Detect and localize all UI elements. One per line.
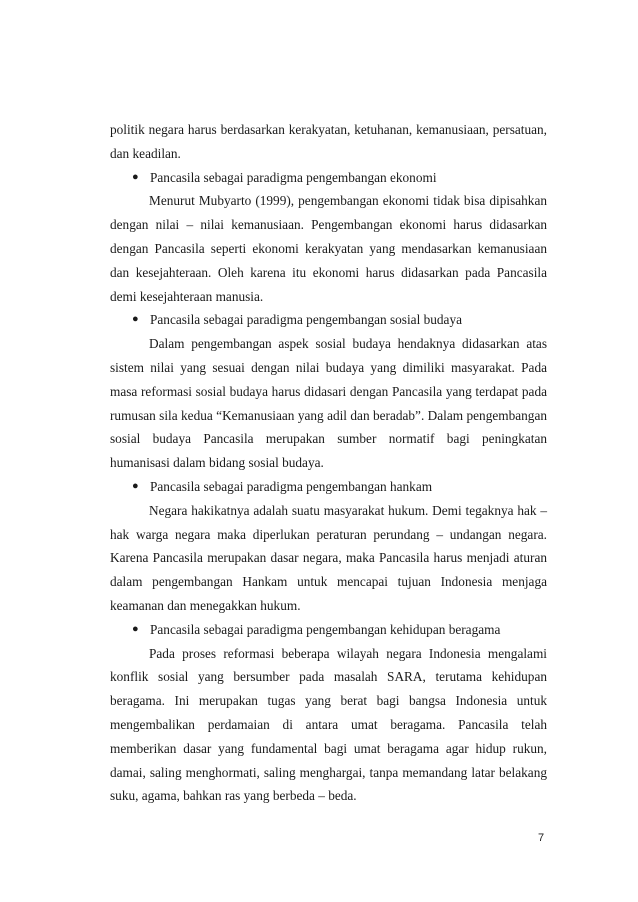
bullet-icon: ● xyxy=(132,622,139,635)
section-heading-kehidupan-beragama xyxy=(110,618,547,642)
bullet-icon: ● xyxy=(132,479,139,492)
section-heading-text: Pancasila sebagai paradigma pengembangan ekonomi xyxy=(150,169,437,185)
section-heading-sosial-budaya xyxy=(110,308,547,332)
section-body-kehidupan-beragama: Pada proses reformasi beberapa wilayah negara Indonesia mengalami konflik sosial yang bersumber pada masalah SARA, terutama kehidupan beragama. Ini merupakan tugas yang berat bagi bangsa Indonesia untuk mengembalikan perdamaian di antara umat beragama. Pancasila telah memberikan dasar yang fundamental bagi umat beragama agar hidup rukun, damai, saling menghormati, saling menghargai, tanpa memandang latar belakang suku, agama, bahkan ras yang berbeda – beda. xyxy=(110,645,547,804)
section-heading-text: Pancasila sebagai paradigma pengembangan sosial budaya xyxy=(150,312,462,328)
section-heading-text: Pancasila sebagai paradigma pengembangan hankam xyxy=(150,478,433,494)
bullet-icon: ● xyxy=(132,170,139,183)
intro-paragraph: politik negara harus berdasarkan kerakyatan, ketuhanan, kemanusiaan, persatuan, dan keadilan. xyxy=(110,122,547,161)
page-number: 7 xyxy=(538,832,545,844)
section-body-sosial-budaya: Dalam pengembangan aspek sosial budaya hendaknya didasarkan atas sistem nilai yang sesuai dengan nilai budaya yang dimiliki masyarakat. Pada masa reformasi sosial budaya harus didasari dengan Pancasila yang terdapat pada rumusan sila kedua “Kemanusiaan yang adil dan beradab”. Dalam pengembangan sosial budaya Pancasila merupakan sumber normatif bagi peningkatan humanisasi dalam bidang sosial budaya. xyxy=(110,336,547,471)
section-heading-text: Pancasila sebagai paradigma pengembangan kehidupan beragama xyxy=(150,621,501,637)
document-body xyxy=(110,118,547,808)
section-heading-ekonomi xyxy=(110,166,547,190)
section-body-hankam: Negara hakikatnya adalah suatu masyarakat hukum. Demi tegaknya hak – hak warga negara maka diperlukan peraturan perundang – undangan negara. Karena Pancasila merupakan dasar negara, maka Pancasila harus menjadi aturan dalam pengembangan Hankam untuk mencapai tujuan Indonesia menjaga keamanan dan menegakkan hukum. xyxy=(110,502,547,613)
section-body-ekonomi: Menurut Mubyarto (1999), pengembangan ekonomi tidak bisa dipisahkan dengan nilai – nilai kemanusiaan. Pengembangan ekonomi harus didasarkan dengan Pancasila seperti ekonomi kerakyatan yang mendasarkan kemanusiaan dan kesejahteraan. Oleh karena itu ekonomi harus didasarkan pada Pancasila demi kesejahteraan manusia. xyxy=(110,193,547,304)
bullet-icon: ● xyxy=(132,313,139,326)
section-heading-hankam xyxy=(110,475,547,499)
